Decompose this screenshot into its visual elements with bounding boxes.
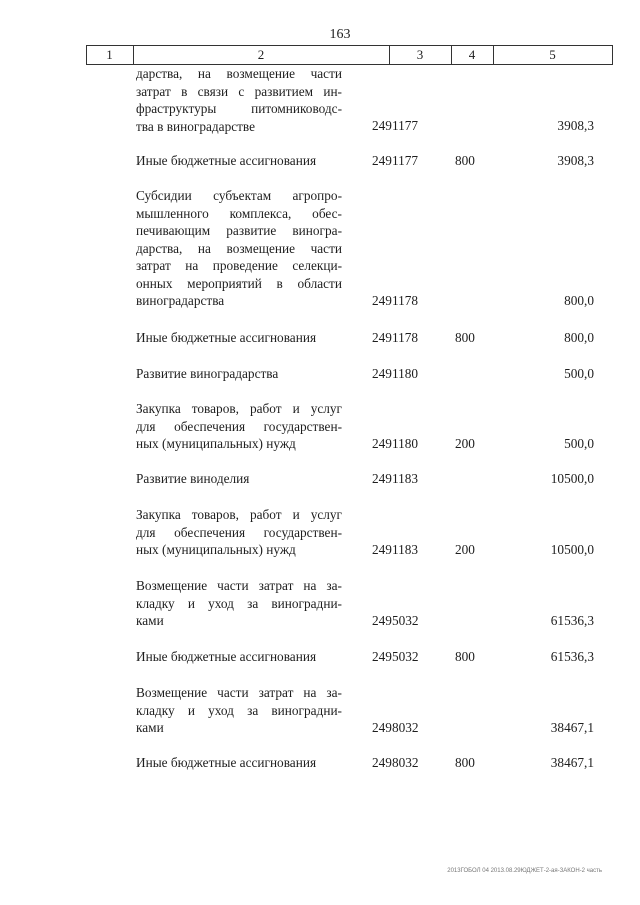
- row-code: 2491180: [372, 436, 419, 451]
- row-amount: 500,0: [564, 366, 594, 381]
- row-code: 2491177: [372, 118, 419, 133]
- description-line: ных (муниципальных) нужд: [136, 436, 296, 451]
- header-col-2: 2: [257, 47, 265, 62]
- row-type: 800: [455, 649, 475, 664]
- row-amount: 38467,1: [550, 720, 594, 735]
- header-col-3: 3: [416, 47, 424, 62]
- page-number: 163: [329, 27, 351, 42]
- description-line: Возмещение части затрат на за-: [136, 578, 342, 593]
- row-description: [136, 365, 342, 383]
- row-code: 2491177: [372, 153, 419, 168]
- header-col-1: 1: [106, 47, 113, 62]
- row-amount: 10500,0: [550, 542, 594, 557]
- description-line: виноградарства: [136, 293, 225, 308]
- row-type: 800: [455, 330, 475, 345]
- description-line: для обеспечения государствен-: [136, 524, 342, 540]
- description-line: ками: [136, 613, 164, 628]
- description-line: для обеспечения государствен-: [136, 418, 342, 434]
- header-divider: [451, 45, 452, 65]
- row-code: 2495032: [372, 613, 419, 628]
- row-description: [136, 506, 342, 559]
- description-line: Субсидии субъектам агропро-: [136, 188, 342, 203]
- header-divider: [86, 45, 87, 65]
- row-description: [136, 65, 342, 135]
- row-description: [136, 152, 342, 170]
- description-line: Развитие виноделия: [136, 471, 250, 486]
- header-divider: [133, 45, 134, 65]
- description-line: ками: [136, 720, 164, 735]
- description-line: кладку и уход за виноградни-: [136, 595, 342, 611]
- row-code: 2495032: [372, 649, 419, 664]
- row-amount: 500,0: [564, 436, 594, 451]
- row-description: [136, 187, 342, 310]
- description-line: Иные бюджетные ассигнования: [136, 755, 317, 770]
- row-amount: 10500,0: [550, 471, 594, 486]
- description-line: дарства, на возмещение части: [136, 240, 342, 256]
- row-amount: 800,0: [564, 293, 594, 308]
- header-col-4: 4: [468, 47, 476, 62]
- description-line: затрат в связи с развитием ин-: [136, 83, 342, 99]
- description-line: мышленного комплекса, обес-: [136, 205, 342, 221]
- description-line: затрат на проведение селекци-: [136, 258, 342, 273]
- row-type: 800: [455, 755, 475, 770]
- row-description: [136, 577, 342, 630]
- header-divider: [493, 45, 494, 65]
- description-line: Иные бюджетные ассигнования: [136, 330, 317, 345]
- row-description: [136, 400, 342, 453]
- row-amount: 3908,3: [557, 153, 594, 168]
- row-amount: 800,0: [564, 330, 594, 345]
- row-code: 2491183: [372, 471, 419, 486]
- table-header: [86, 45, 612, 65]
- row-type: 200: [455, 542, 475, 557]
- header-divider: [389, 45, 390, 65]
- description-line: тва в виноградарстве: [136, 118, 256, 134]
- description-line: Иные бюджетные ассигнования: [136, 649, 317, 664]
- description-line: онных мероприятий в области: [136, 275, 342, 291]
- row-amount: 38467,1: [550, 755, 594, 770]
- row-type: 200: [455, 436, 475, 451]
- description-line: печивающим развитие виногра-: [136, 223, 342, 238]
- row-amount: 3908,3: [557, 118, 594, 133]
- row-code: 2491183: [372, 542, 419, 557]
- row-description: [136, 470, 342, 488]
- header-divider: [612, 45, 613, 65]
- description-line: дарства, на возмещение части: [136, 66, 342, 81]
- document-footer-stamp: 2013ГОБОЛ 04 2013.08.29ЮДЖЕТ-2-ая-ЗАКОН-2 часть: [447, 868, 602, 874]
- description-line: Иные бюджетные ассигнования: [136, 153, 317, 168]
- description-line: кладку и уход за виноградни-: [136, 702, 342, 718]
- row-code: 2491178: [372, 330, 419, 345]
- description-line: Возмещение части затрат на за-: [136, 685, 342, 700]
- row-description: [136, 754, 342, 772]
- description-line: Закупка товаров, работ и услуг: [136, 401, 342, 416]
- row-description: [136, 329, 342, 347]
- row-type: 800: [455, 153, 475, 168]
- row-code: 2491180: [372, 366, 419, 381]
- row-code: 2498032: [372, 720, 419, 735]
- description-line: Развитие виноградарства: [136, 366, 279, 381]
- row-code: 2491178: [372, 293, 419, 308]
- description-line: фраструктуры питомниководс-: [136, 101, 342, 116]
- description-line: Закупка товаров, работ и услуг: [136, 507, 342, 522]
- row-amount: 61536,3: [550, 613, 594, 628]
- row-amount: 61536,3: [550, 649, 594, 664]
- header-col-5: 5: [549, 47, 556, 62]
- description-line: ных (муниципальных) нужд: [136, 542, 296, 557]
- row-description: [136, 648, 342, 666]
- row-code: 2498032: [372, 755, 419, 770]
- row-description: [136, 684, 342, 737]
